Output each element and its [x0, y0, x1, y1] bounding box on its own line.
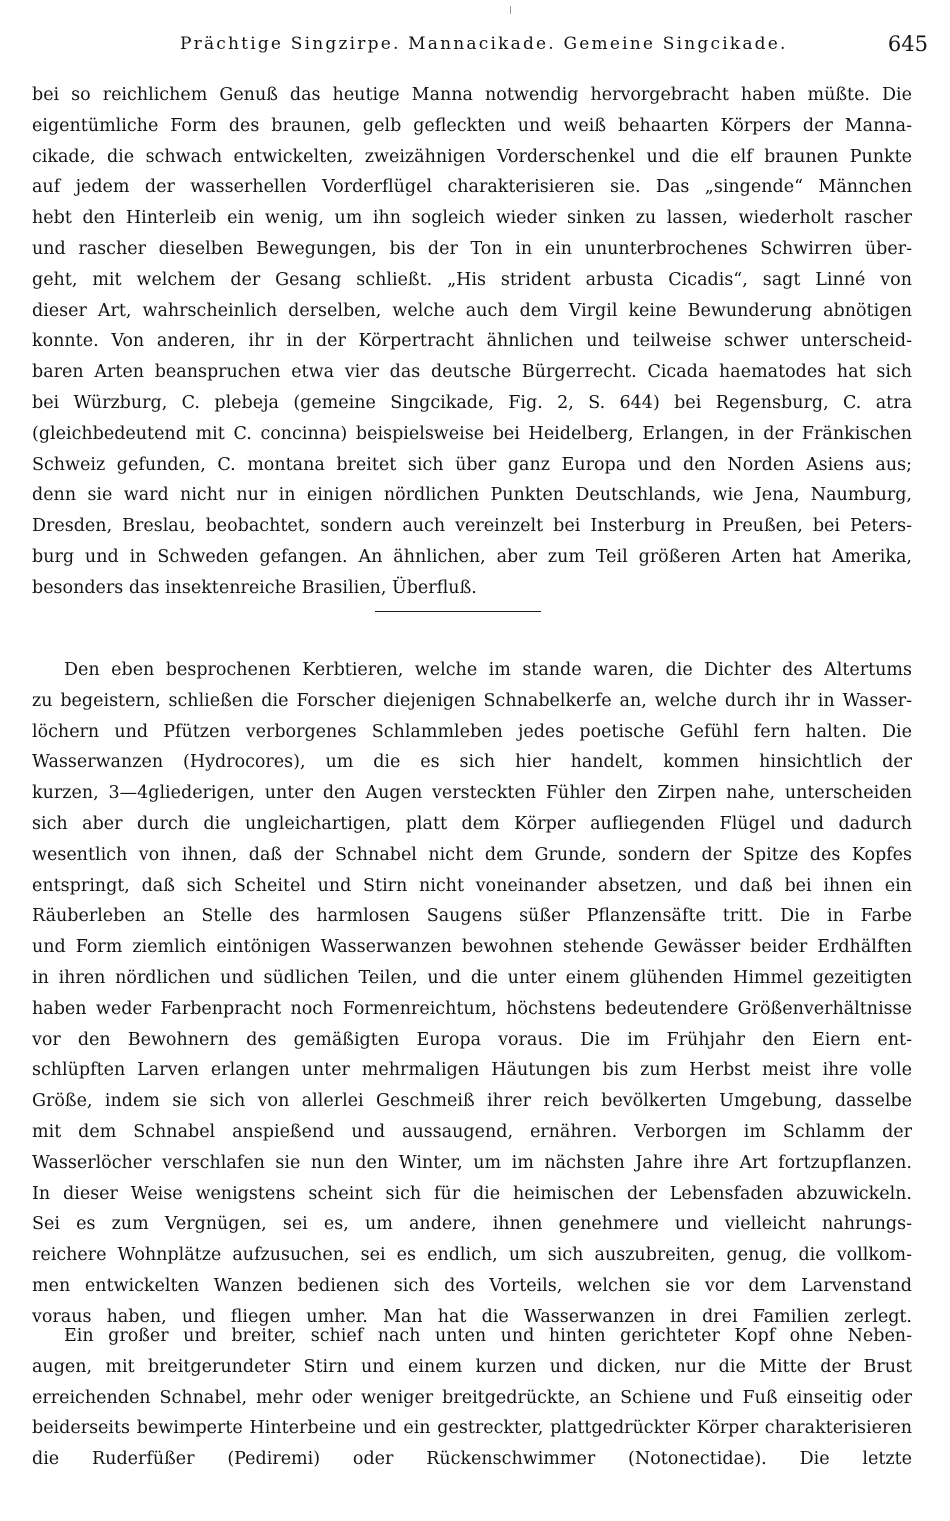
text-line: entspringt, daß sich Scheitel und Stirn nicht voneinander absetzen, und daß bei ihnen ein — [32, 875, 912, 896]
text-line: Wasserwanzen (Hydrocores), um die es sich hier handelt, kommen hinsichtlich der — [32, 752, 912, 773]
text-line: Dresden, Breslau, beobachtet, sondern auch vereinzelt bei Insterburg in Preußen, bei Peters- — [32, 516, 912, 537]
text-line: Größe, indem sie sich von allerlei Geschmeiß ihrer reich bevölkerten Umgebung, dasselbe — [32, 1091, 912, 1112]
text-line: sich aber durch die ungleichartigen, platt dem Körper aufliegenden Flügel und dadurch — [32, 813, 912, 834]
text-line: reichere Wohnplätze aufzusuchen, sei es endlich, um sich auszubreiten, genug, die vollkom- — [32, 1245, 912, 1266]
text-line: augen, mit breitgerundeter Stirn und einem kurzen und dicken, nur die Mitte der Brust — [32, 1356, 912, 1377]
text-line: und rascher dieselben Bewegungen, bis der Ton in ein ununterbrochenes Schwirren über- — [32, 238, 912, 259]
text-line: haben weder Farbenpracht noch Formenreichtum, höchstens bedeutendere Größenverhältnisse — [32, 998, 912, 1019]
paragraph-mannacikade — [32, 80, 912, 604]
paragraph-ruderfuesser — [32, 1321, 912, 1475]
text-line: bei so reichlichem Genuß das heutige Manna notwendig hervorgebracht haben müßte. Die — [32, 85, 912, 105]
text-line: Räuberleben an Stelle des harmlosen Saugens süßer Pflanzensäfte tritt. Die in Farbe — [32, 906, 912, 927]
text-line: baren Arten beanspruchen etwa vier das deutsche Bürgerrecht. Cicada haematodes hat sich — [32, 362, 912, 383]
text-line: cikade, die schwach entwickelten, zweizähnigen Vorderschenkel und die elf braunen Punkte — [32, 146, 912, 167]
text-line: wesentlich von ihnen, daß der Schnabel nicht dem Grunde, sondern der Spitze des Kopfes — [32, 844, 912, 865]
page-number: 645 — [887, 32, 928, 56]
text-line: Den eben besprochenen Kerbtieren, welche im stande waren, die Dichter des Altertums — [64, 660, 912, 680]
text-line: Sei es zum Vergnügen, sei es, um andere, ihnen genehmere und vielleicht nahrungs- — [32, 1214, 912, 1235]
text-line: burg und in Schweden gefangen. An ähnlichen, aber zum Teil größeren Arten hat Amerika, — [32, 546, 912, 567]
text-line: hebt den Hinterleib ein wenig, um ihn sogleich wieder sinken zu lassen, wiederholt rascher — [32, 208, 912, 229]
text-line: und Form ziemlich eintönigen Wasserwanzen bewohnen stehende Gewässer beider Erdhälften — [32, 937, 912, 958]
text-line: eigentümliche Form des braunen, gelb gefleckten und weiß behaarten Körpers der Manna- — [32, 115, 912, 136]
running-head — [0, 34, 950, 66]
text-line: konnte. Von anderen, ihr in der Körpertracht ähnlichen und teilweise schwer unterscheid- — [32, 331, 912, 352]
text-line: zu begeistern, schließen die Forscher diejenigen Schnabelkerfe an, welche durch ihr in Wasser- — [32, 690, 912, 711]
text-line: löchern und Pfützen verborgenes Schlammleben jedes poetische Gefühl fern halten. Die — [32, 721, 912, 742]
text-line: Schweiz gefunden, C. montana breitet sich über ganz Europa und den Norden Asiens aus; — [32, 454, 912, 475]
section-divider — [375, 611, 541, 612]
scan-mark — [510, 6, 511, 14]
text-line: geht, mit welchem der Gesang schließt. „His strident arbusta Cicadis“, sagt Linné von — [32, 269, 912, 290]
running-title: Prächtige Singzirpe. Mannacikade. Gemeine Singcikade. — [180, 34, 788, 54]
text-line: auf jedem der wasserhellen Vorderflügel charakterisieren sie. Das „singende“ Männchen — [32, 177, 912, 198]
text-line: mit dem Schnabel anspießend und aussaugend, ernähren. Verborgen im Schlamm der — [32, 1121, 912, 1142]
text-line: schlüpften Larven erlangen unter mehrmaligen Häutungen bis zum Herbst meist ihre volle — [32, 1060, 912, 1081]
text-line: denn sie ward nicht nur in einigen nördlichen Punkten Deutschlands, wie Jena, Naumburg, — [32, 485, 912, 506]
text-line: die Ruderfüßer (Pediremi) oder Rückenschwimmer (Notonectidae). Die letzte — [32, 1449, 912, 1470]
text-line: in ihren nördlichen und südlichen Teilen, und die unter einem glühenden Himmel gezeitigten — [32, 967, 912, 988]
text-line: bei Würzburg, C. plebeja (gemeine Singcikade, Fig. 2, S. 644) bei Regensburg, C. atra — [32, 392, 912, 413]
text-line: kurzen, 3—4gliederigen, unter den Augen versteckten Fühler den Zirpen nahe, unterscheiden — [32, 783, 912, 804]
text-line: vor den Bewohnern des gemäßigten Europa voraus. Die im Frühjahr den Eiern ent- — [32, 1029, 912, 1050]
text-line: Wasserlöcher verschlafen sie nun den Winter, um im nächsten Jahre ihre Art fortzupflanzen. — [32, 1152, 912, 1173]
text-line: Ein großer und breiter, schief nach unten und hinten gerichteter Kopf ohne Neben- — [64, 1326, 912, 1346]
text-line: In dieser Weise wenigstens scheint sich für die heimischen der Lebensfaden abzuwickeln. — [32, 1183, 912, 1204]
text-line: (gleichbedeutend mit C. concinna) beispielsweise bei Heidelberg, Erlangen, in der Fränkischen — [32, 423, 912, 444]
text-line: beiderseits bewimperte Hinterbeine und ein gestreckter, plattgedrückter Körper charakterisieren — [32, 1418, 912, 1439]
text-line: men entwickelten Wanzen bedienen sich des Vorteils, welchen sie vor dem Larvenstand — [32, 1275, 912, 1296]
paragraph-wasserwanzen — [32, 655, 912, 1333]
text-line: erreichenden Schnabel, mehr oder weniger breitgedrückte, an Schiene und Fuß einseitig oder — [32, 1387, 912, 1408]
text-line: voraus haben, und fliegen umher. Man hat die Wasserwanzen in drei Familien zerlegt. — [32, 1306, 912, 1327]
text-line: besonders das insektenreiche Brasilien, Überfluß. — [32, 577, 477, 598]
text-line: dieser Art, wahrscheinlich derselben, welche auch dem Virgil keine Bewunderung abnötigen — [32, 300, 912, 321]
